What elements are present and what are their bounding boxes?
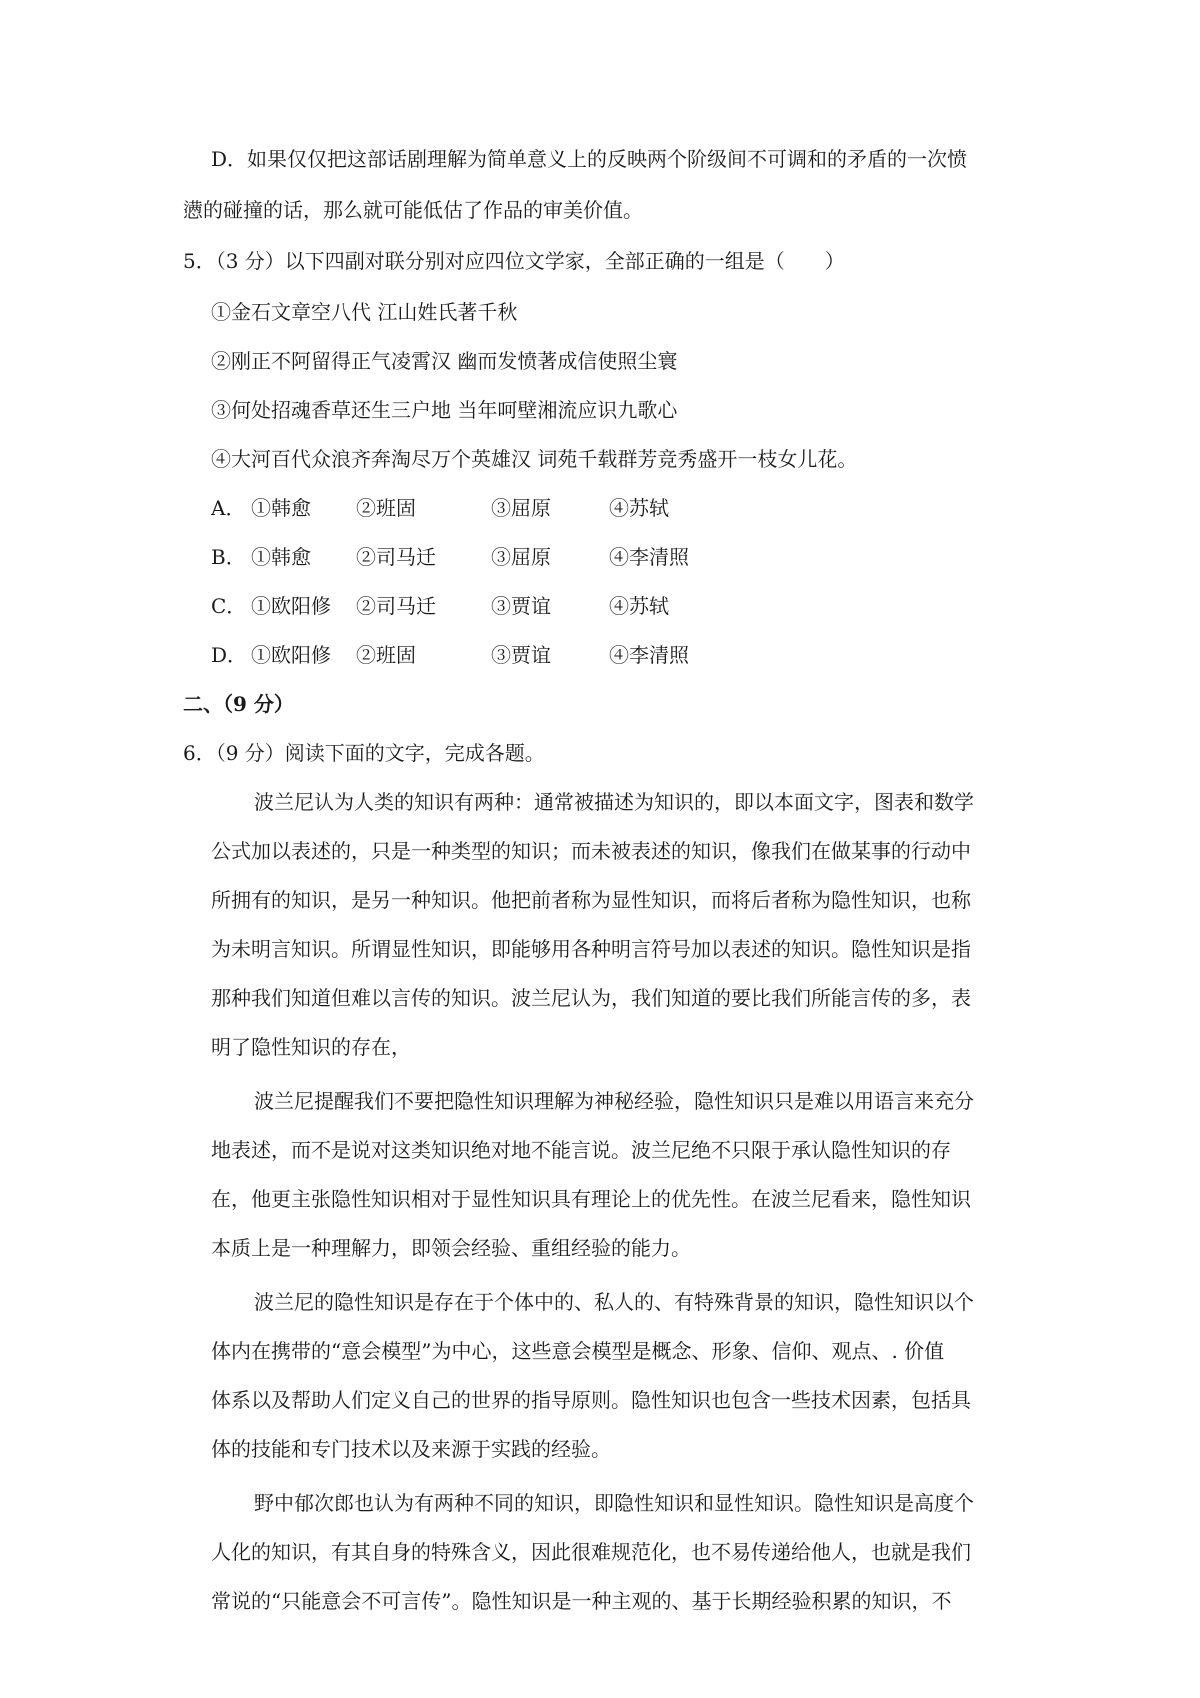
option-choice-3: ③屈原 [491, 545, 551, 569]
q4-option-d-line-2: 懑的碰撞的话，那么就可能低估了作品的审美价值。 [183, 198, 643, 222]
q5-couplet-2: ②刚正不阿留得正气凌霄汉 幽而发愤著成信使照尘寰 [211, 349, 678, 373]
option-choice-3: ③屈原 [491, 496, 551, 520]
q6-p1-line-4: 为未明言知识。所谓显性知识，即能够用各种明言符号加以表述的知识。隐性知识是指 [211, 937, 971, 961]
q6-p4-line-1: 野中郁次郎也认为有两种不同的知识，即隐性知识和显性知识。隐性知识是高度个 [254, 1491, 974, 1515]
option-choice-4: ④苏轼 [609, 594, 669, 618]
option-choice-4: ④李清照 [609, 643, 689, 667]
option-choice-2: ②司马迁 [356, 594, 436, 618]
q6-p2-line-3: 在，他更主张隐性知识相对于显性知识具有理论上的优先性。在波兰尼看来，隐性知识 [211, 1187, 971, 1211]
q6-p2-line-1: 波兰尼提醒我们不要把隐性知识理解为神秘经验，隐性知识只是难以用语言来充分 [254, 1089, 974, 1113]
option-choice-1: ①韩愈 [251, 496, 311, 520]
option-letter: D． [211, 643, 248, 667]
option-letter: A． [211, 496, 246, 520]
option-choice-1: ①欧阳修 [251, 643, 331, 667]
q6-p1-line-3: 所拥有的知识，是另一种知识。他把前者称为显性知识，而将后者称为隐性知识，也称 [211, 888, 971, 912]
option-letter: B． [211, 545, 246, 569]
option-choice-2: ②司马迁 [356, 545, 436, 569]
option-choice-3: ③贾谊 [491, 643, 551, 667]
q6-p4-line-2: 人化的知识，有其自身的特殊含义，因此很难规范化，也不易传递给他人，也就是我们 [211, 1540, 971, 1564]
q6-p2-line-2: 地表述，而不是说对这类知识绝对地不能言说。波兰尼绝不只限于承认隐性知识的存 [211, 1138, 951, 1162]
q6-p1-line-5: 那种我们知道但难以言传的知识。波兰尼认为，我们知道的要比我们所能言传的多，表 [211, 986, 971, 1010]
q6-stem: 6．（9 分）阅读下面的文字，完成各题。 [183, 741, 545, 765]
option-choice-3: ③贾谊 [491, 594, 551, 618]
q6-p4-line-3: 常说的“只能意会不可言传”。隐性知识是一种主观的、基于长期经验积累的知识，不 [211, 1589, 952, 1613]
q5-couplet-4: ④大河百代众浪齐奔淘尽万个英雄汉 词苑千载群芳竞秀盛开一枝女儿花。 [211, 447, 858, 471]
q5-couplet-1: ①金石文章空八代 江山姓氏著千秋 [211, 300, 518, 324]
option-choice-2: ②班固 [356, 496, 416, 520]
q6-p1-line-1: 波兰尼认为人类的知识有两种：通常被描述为知识的，即以本面文字，图表和数学 [254, 790, 974, 814]
q6-p2-line-4: 本质上是一种理解力，即领会经验、重组经验的能力。 [211, 1236, 691, 1260]
option-choice-4: ④李清照 [609, 545, 689, 569]
q5-stem: 5．（3 分）以下四副对联分别对应四位文学家，全部正确的一组是（ ） [183, 249, 845, 273]
q6-p3-line-3: 体系以及帮助人们定义自己的世界的指导原则。隐性知识也包含一些技术因素，包括具 [211, 1388, 971, 1412]
q5-couplet-3: ③何处招魂香草还生三户地 当年呵壁湘流应识九歌心 [211, 398, 678, 422]
option-choice-1: ①欧阳修 [251, 594, 331, 618]
q6-p3-line-2: 体内在携带的“意会模型”为中心，这些意会模型是概念、形象、信仰、观点、. 价值 [211, 1339, 945, 1363]
option-letter: C． [211, 594, 247, 618]
q6-p1-line-6: 明了隐性知识的存在， [211, 1035, 411, 1059]
option-choice-4: ④苏轼 [609, 496, 669, 520]
section-2-heading: 二、（9 分） [183, 692, 294, 716]
q6-p3-line-4: 体的技能和专门技术以及来源于实践的经验。 [211, 1437, 611, 1461]
option-choice-1: ①韩愈 [251, 545, 311, 569]
option-choice-2: ②班固 [356, 643, 416, 667]
q4-option-d-line-1: D．如果仅仅把这部话剧理解为简单意义上的反映两个阶级间不可调和的矛盾的一次愤 [211, 147, 968, 171]
q6-p1-line-2: 公式加以表述的，只是一种类型的知识；而未被表述的知识，像我们在做某事的行动中 [211, 839, 971, 863]
q6-p3-line-1: 波兰尼的隐性知识是存在于个体中的、私人的、有特殊背景的知识，隐性知识以个 [254, 1290, 974, 1314]
